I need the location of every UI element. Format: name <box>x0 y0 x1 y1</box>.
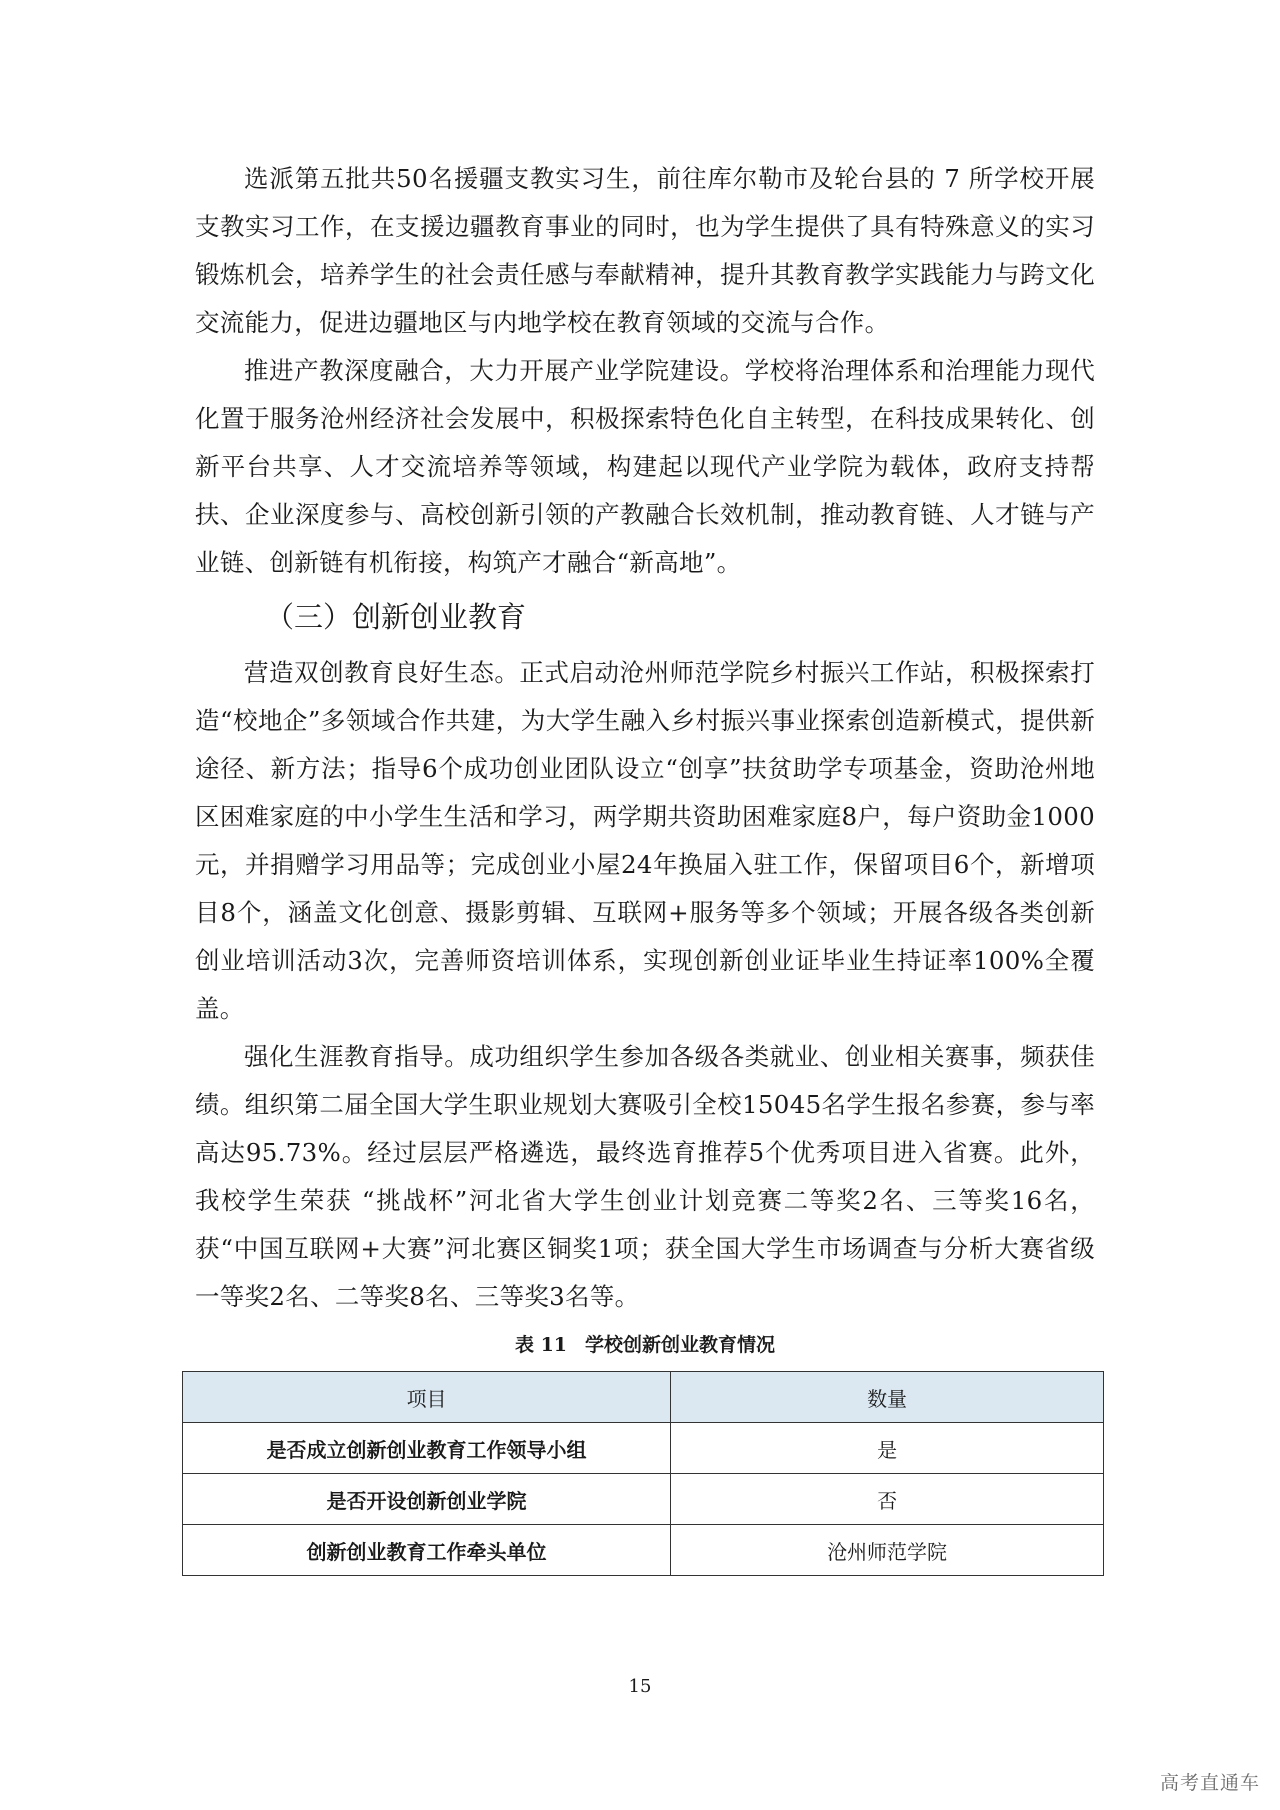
paragraph-aid-xinjiang: 选派第五批共50名援疆支教实习生，前往库尔勒市及轮台县的 7 所学校开展支教实习工作，在支援边疆教育事业的同时，也为学生提供了具有特殊意义的实习锻炼机会，培养学生的社会责任感与奉献精神，提升其教育教学实践能力与跨文化交流能力，促进边疆地区与内地学校在教育领域的交流与合作。 <box>195 164 1095 337</box>
table-cell-value: 沧州师范学院 <box>671 1525 1104 1576</box>
watermark-text: 高考直通车 <box>1159 1772 1260 1794</box>
table-caption <box>195 1331 1095 1359</box>
paragraph-industry-education: 推进产教深度融合，大力开展产业学院建设。学校将治理体系和治理能力现代化置于服务沧州经济社会发展中，积极探索特色化自主转型，在科技成果转化、创新平台共享、人才交流培养等领域，构建起以现代产业学院为载体，政府支持帮扶、企业深度参与、高校创新引领的产教融合长效机制，推动教育链、人才链与产业链、创新链有机衔接，构筑产才融合“新高地”。 <box>195 356 1095 577</box>
table-cell-item: 创新创业教育工作牵头单位 <box>183 1525 671 1576</box>
paragraph-career-guidance: 强化生涯教育指导。成功组织学生参加各级各类就业、创业相关赛事，频获佳绩。组织第二届全国大学生职业规划大赛吸引全校15045名学生报名参赛，参与率高达95.73%。经过层层严格遴选，最终选育推荐5个优秀项目进入省赛。此外，我校学生荣获 “挑战杯”河北省大学生创业计划竞赛二等奖2名、三等奖16名，获“中国互联网+大赛”河北赛区铜奖1项；获全国大学生市场调查与分析大赛省级一等奖2名、二等奖8名、三等奖3名等。 <box>195 1042 1095 1311</box>
innovation-education-table <box>182 1371 1104 1576</box>
paragraph-entrepreneurship-ecosystem: 营造双创教育良好生态。正式启动沧州师范学院乡村振兴工作站，积极探索打造“校地企”多领域合作共建，为大学生融入乡村振兴事业探索创造新模式，提供新途径、新方法；指导6个成功创业团队设立“创享”扶贫助学专项基金，资助沧州地区困难家庭的中小学生生活和学习，两学期共资助困难家庭8户，每户资助金1000元，并捐赠学习用品等；完成创业小屋24年换届入驻工作，保留项目6个，新增项目8个，涵盖文化创意、摄影剪辑、互联网+服务等多个领域；开展各级各类创新创业培训活动3次，完善师资培训体系，实现创新创业证毕业生持证率100%全覆盖。 <box>195 658 1095 1023</box>
table-cell-item: 是否成立创新创业教育工作领导小组 <box>183 1423 671 1474</box>
page-number: 15 <box>628 1676 652 1697</box>
table-header-row <box>183 1372 1104 1423</box>
table-caption-number: 表 11 <box>514 1334 568 1356</box>
column-header-item: 项目 <box>183 1372 671 1423</box>
document-body <box>195 155 1095 1576</box>
table-row <box>183 1525 1104 1576</box>
table-caption-title: 学校创新创业教育情况 <box>585 1334 776 1356</box>
section-heading: （三）创新创业教育 <box>265 600 527 634</box>
table-cell-item: 是否开设创新创业学院 <box>183 1474 671 1525</box>
table-cell-value: 是 <box>671 1423 1104 1474</box>
column-header-quantity: 数量 <box>671 1372 1104 1423</box>
table-row <box>183 1474 1104 1525</box>
table-row <box>183 1423 1104 1474</box>
table-cell-value: 否 <box>671 1474 1104 1525</box>
